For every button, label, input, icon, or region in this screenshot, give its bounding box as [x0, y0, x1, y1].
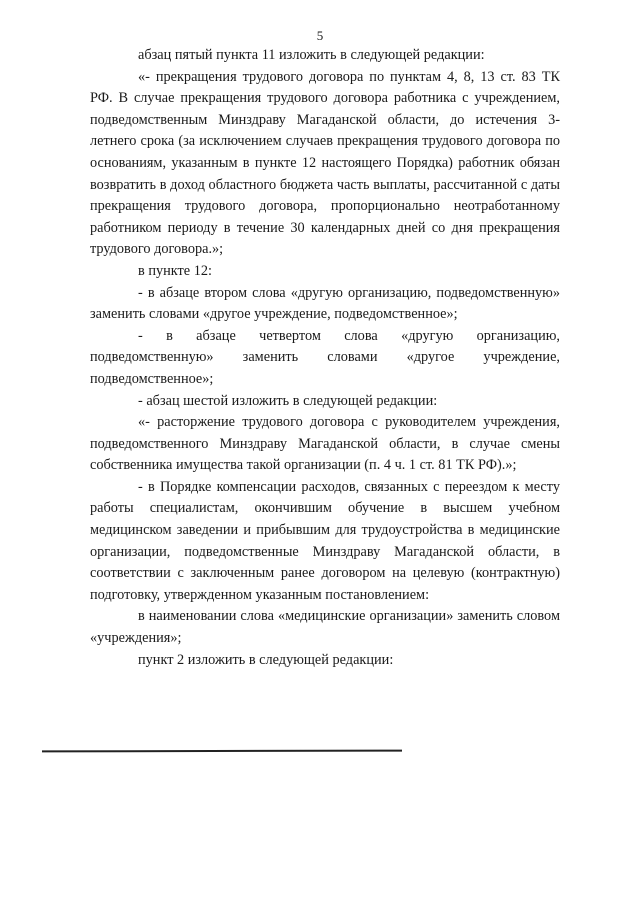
paragraph-6: - абзац шестой изложить в следующей редакции: [138, 392, 438, 409]
page-number: 5 [316, 28, 324, 43]
paragraph-5: - в абзаце четвертом слова «другую организацию, подведомственную» заменить словами «другое учреждение, подведомственное»; [90, 327, 560, 387]
paragraph-9: в наименовании слова «медицинские организации» заменить словом «учреждения»; [90, 608, 560, 647]
page-cut-line [42, 750, 402, 753]
paragraph-10: пункт 2 изложить в следующей редакции: [138, 651, 394, 668]
paragraph-3: в пункте 12: [138, 262, 212, 279]
document-body [90, 45, 560, 671]
paragraph-1: абзац пятый пункта 11 изложить в следующей редакции: [138, 47, 485, 63]
paragraph-8: - в Порядке компенсации расходов, связанных с переездом к месту работы специалистам, окончившим обучение в высшем учебном медицинском заведении и прибывшим для трудоустройства в медицинские организации, подведомственные Минздраву Магаданской области, в соответствии с заключенным ранее договором на целевую (контрактную) подготовку, утвержденном указанным постановлением: [90, 478, 560, 603]
paragraph-4: - в абзаце втором слова «другую организацию, подведомственную» заменить словами «другое учреждение, подведомственное»; [90, 284, 560, 323]
paragraph-2: «- прекращения трудового договора по пунктам 4, 8, 13 ст. 83 ТК РФ. В случае прекращения трудового договора работника с учреждением, подведомственным Минздраву Магаданской области, до истечения 3-летнего срока (за исключением случаев прекращения трудового договора по основаниям, указанным в пункте 12 настоящего Порядка) работник обязан возвратить в доход областного бюджета часть выплаты, рассчитанной с даты прекращения трудового договора, пропорционально неотработанному работником периоду в течение 30 календарных дней со дня прекращения трудового договора.»; [90, 68, 560, 258]
paragraph-7: «- расторжение трудового договора с руководителем учреждения, подведомственного Минздраву Магаданской области, в случае смены собственника имущества такой организации (п. 4 ч. 1 ст. 81 ТК РФ).»; [90, 414, 560, 474]
